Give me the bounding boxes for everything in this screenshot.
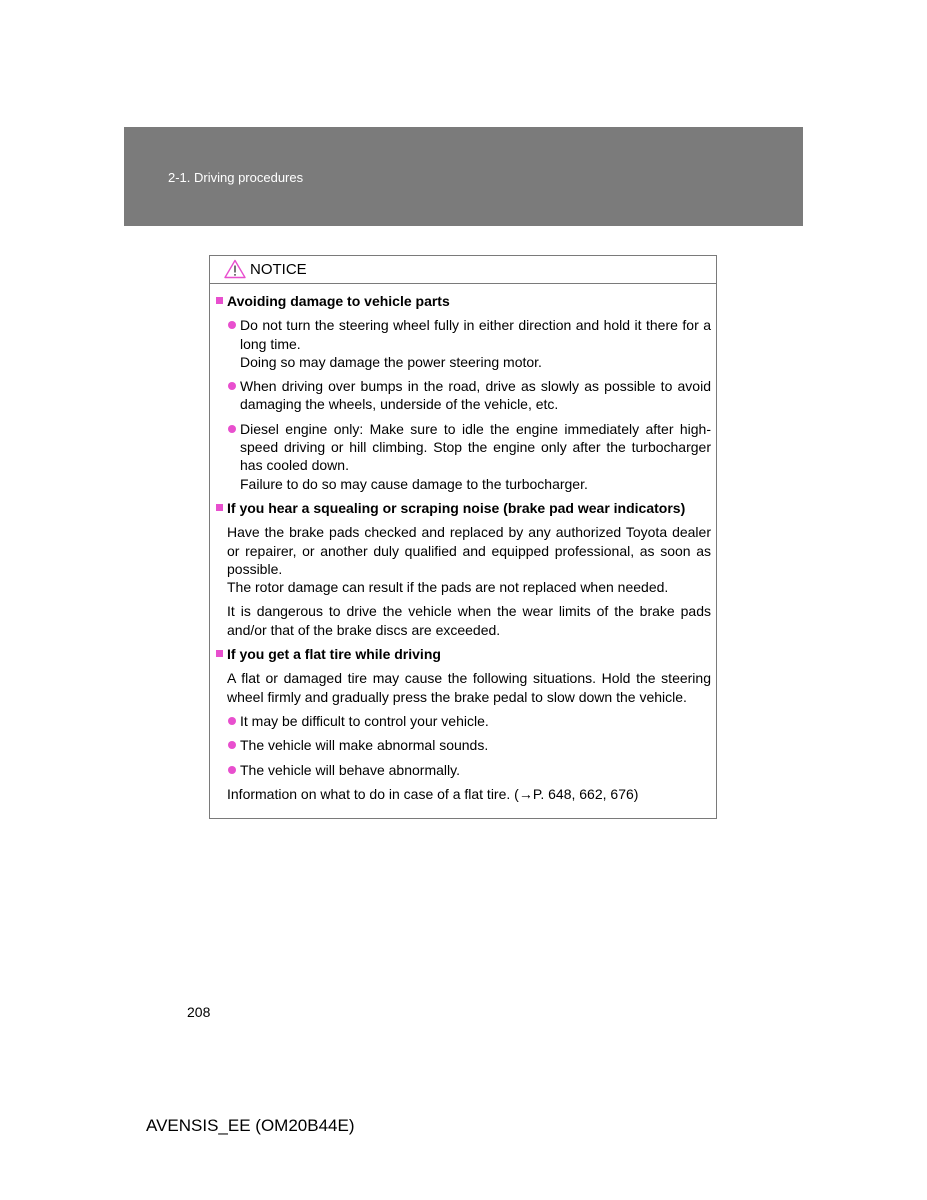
square-bullet-icon — [216, 297, 223, 304]
section-heading-brake-pads — [215, 499, 711, 517]
warning-triangle-icon — [224, 259, 246, 279]
page-number: 208 — [187, 1004, 211, 1020]
section-heading-text: Avoiding damage to vehicle parts — [227, 293, 450, 309]
paragraph-text: Have the brake pads checked and replaced by any authorized Toyota dealer or repairer, or another duly qualified and equipped professional, as soon as possible. — [227, 524, 711, 577]
chapter-header-band — [124, 127, 803, 226]
section-heading-text: If you get a flat tire while driving — [227, 646, 441, 663]
notice-label: NOTICE — [250, 261, 307, 278]
paragraph — [215, 523, 711, 596]
notice-box — [209, 255, 717, 819]
list-item — [215, 420, 711, 493]
circle-bullet-icon — [228, 741, 236, 749]
bullet-text: Do not turn the steering wheel fully in either direction and hold it there for a long time. — [240, 317, 711, 352]
paragraph: A flat or damaged tire may cause the following situations. Hold the steering wheel firmly and gradually press the brake pedal to slow down the vehicle. — [227, 670, 711, 705]
bullet-continuation: Failure to do so may cause damage to the turbocharger. — [240, 475, 588, 492]
paragraph-continuation: The rotor damage can result if the pads are not replaced when needed. — [227, 579, 669, 596]
bullet-text: When driving over bumps in the road, drive as slowly as possible to avoid damaging the wheels, underside of the vehicle, etc. — [240, 378, 711, 413]
square-bullet-icon — [216, 504, 223, 511]
list-item — [215, 377, 711, 414]
bullet-list — [215, 712, 711, 779]
circle-bullet-icon — [228, 766, 236, 774]
circle-bullet-icon — [228, 717, 236, 725]
bullet-text: It may be difficult to control your vehicle. — [240, 712, 489, 729]
bullet-text: The vehicle will behave abnormally. — [240, 761, 460, 778]
section-heading-text: If you hear a squealing or scraping noise (brake pad wear indicators) — [227, 499, 686, 516]
list-item — [215, 761, 711, 779]
page-reference-info: Information on what to do in case of a flat tire. (→P. 648, 662, 676) — [227, 785, 639, 802]
paragraph: It is dangerous to drive the vehicle when the wear limits of the brake pads and/or that of the brake discs are exceeded. — [227, 603, 711, 638]
notice-header — [210, 256, 716, 284]
circle-bullet-icon — [228, 382, 236, 390]
bullet-continuation: Doing so may damage the power steering motor. — [240, 353, 542, 370]
circle-bullet-icon — [228, 425, 236, 433]
model-code: AVENSIS_EE (OM20B44E) — [146, 1116, 355, 1135]
bullet-text: Diesel engine only: Make sure to idle the engine immediately after high-speed driving or hill climbing. Stop the engine only after the turbocharger has cooled down. — [240, 420, 711, 474]
section-heading-flat-tire — [215, 645, 711, 663]
square-bullet-icon — [216, 650, 223, 657]
bullet-text: The vehicle will make abnormal sounds. — [240, 737, 489, 754]
notice-body — [210, 284, 716, 803]
list-item — [215, 736, 711, 754]
section-title: 2-1. Driving procedures — [168, 170, 304, 185]
section-heading-vehicle-parts — [215, 292, 711, 310]
bullet-list — [215, 316, 711, 493]
list-item — [215, 712, 711, 730]
circle-bullet-icon — [228, 321, 236, 329]
list-item — [215, 316, 711, 371]
